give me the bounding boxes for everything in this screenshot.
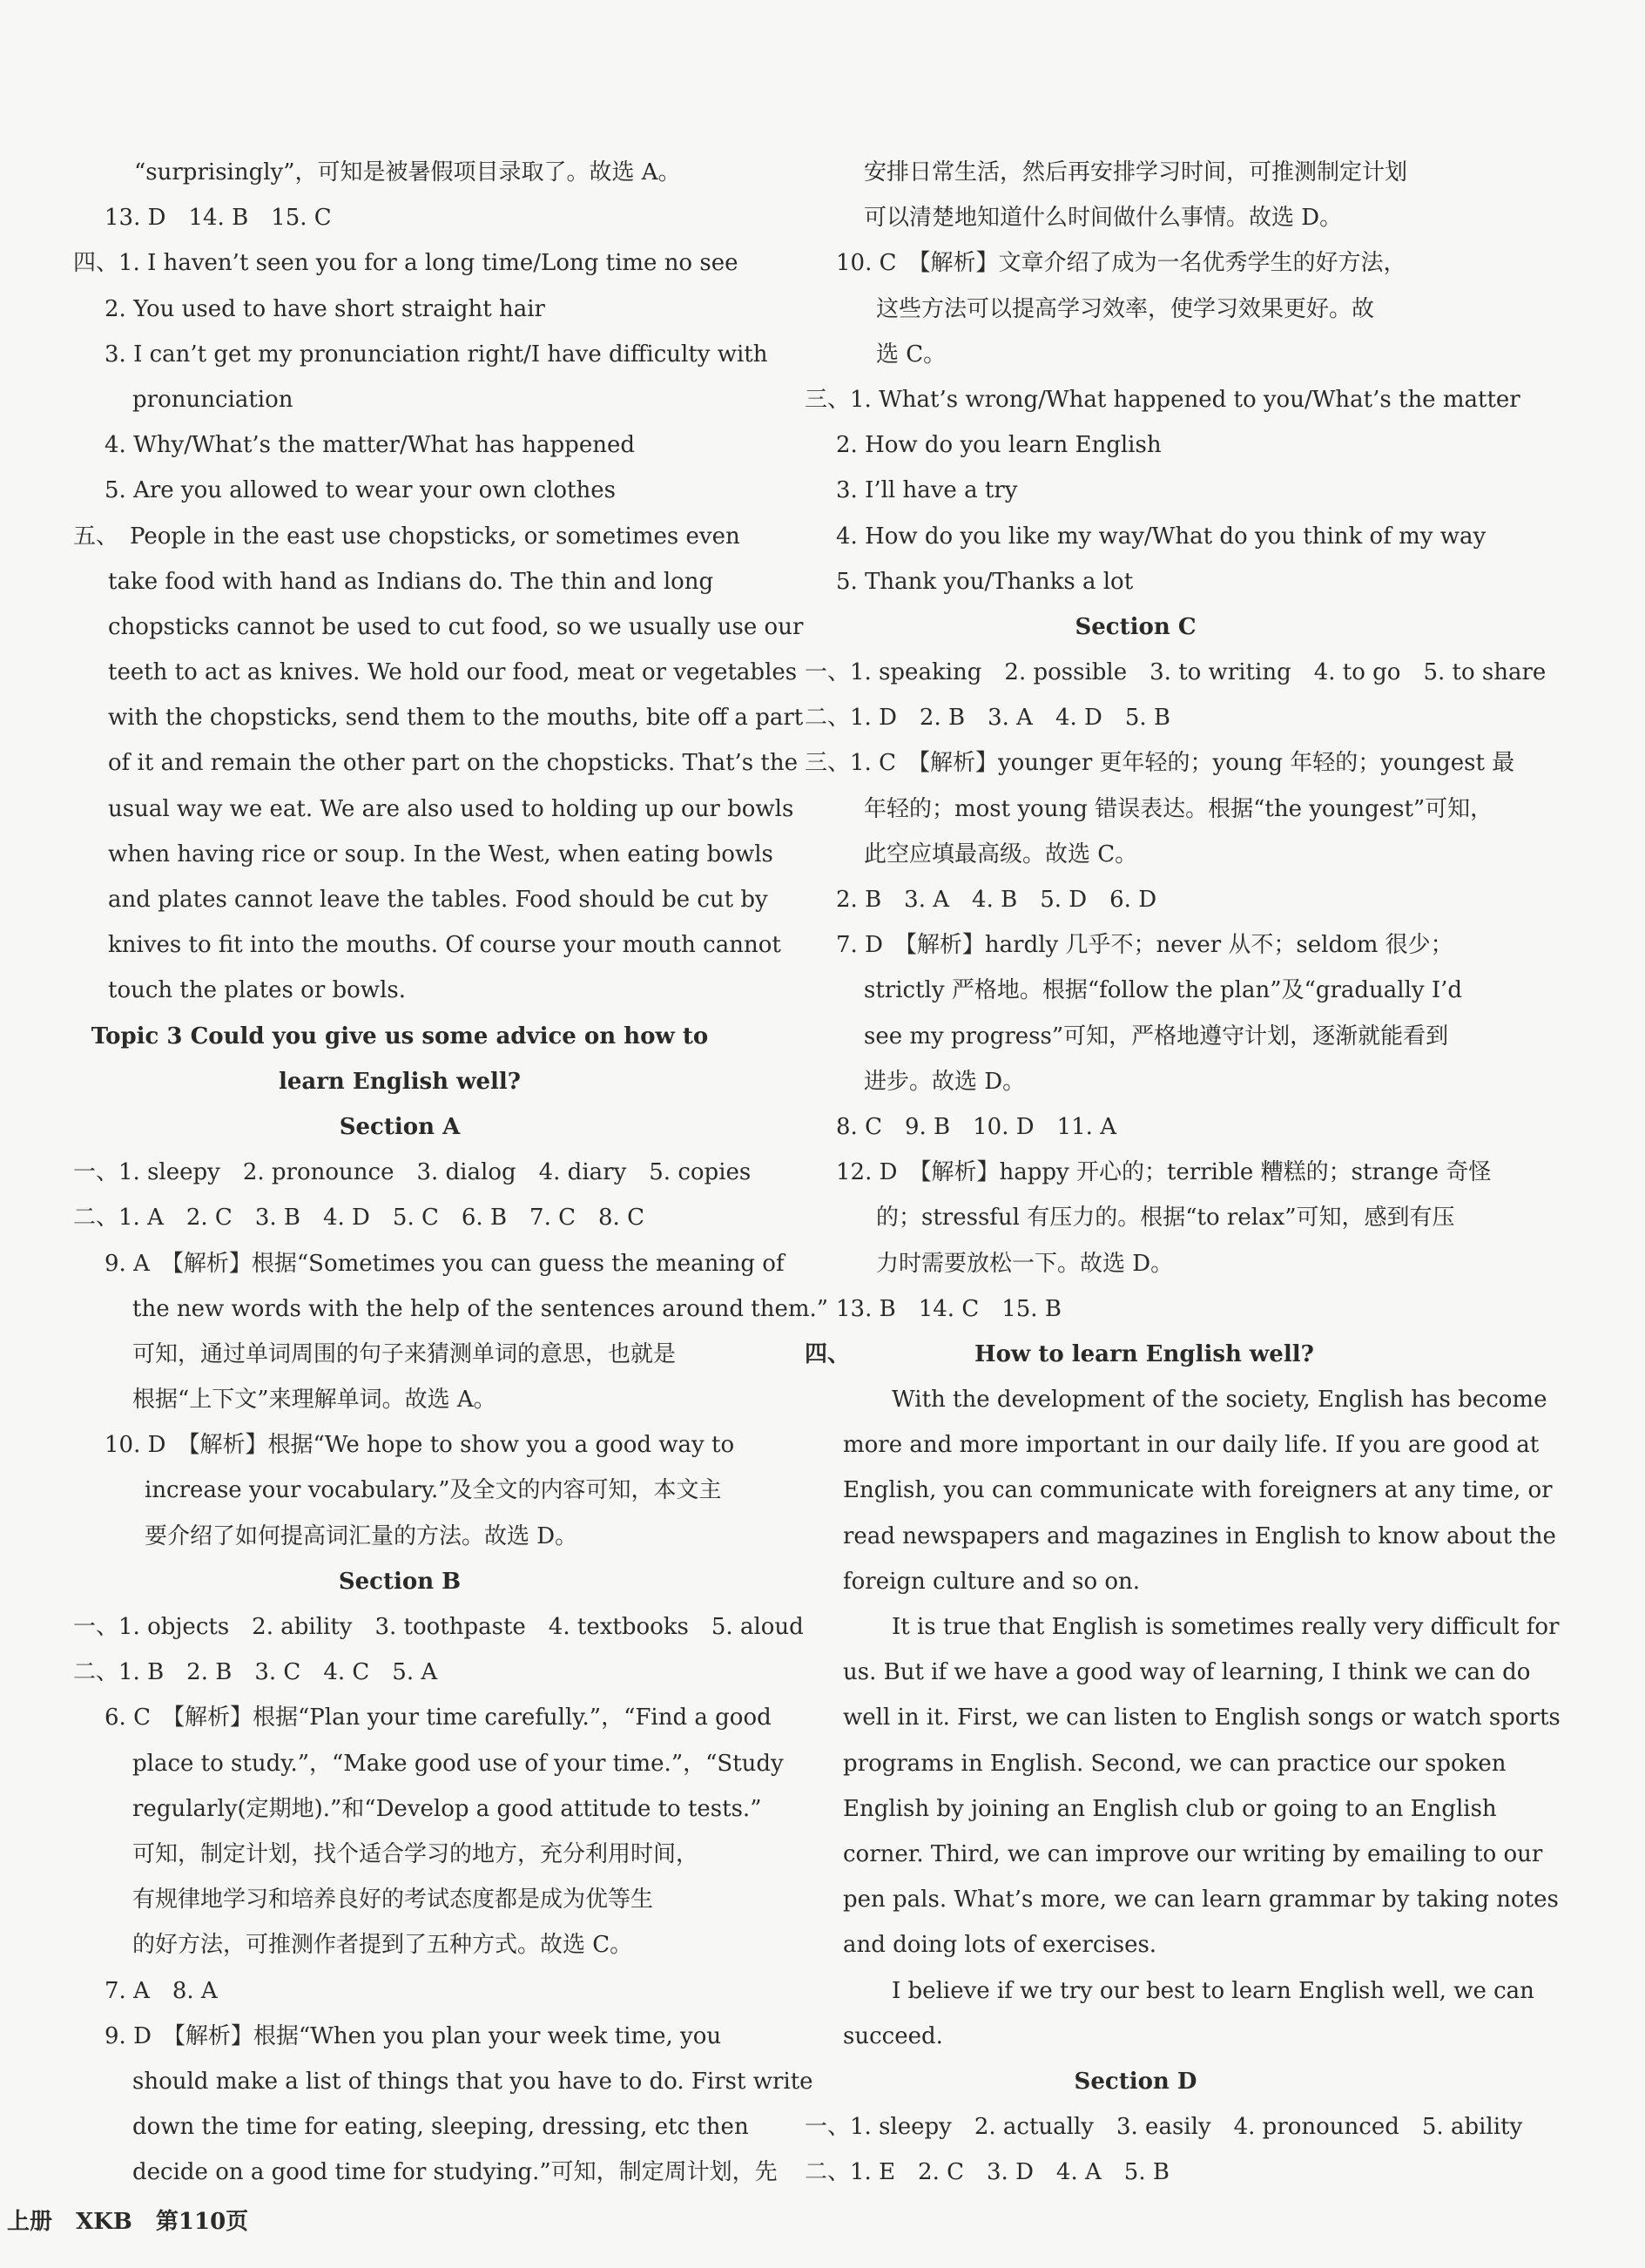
answer-line: and doing lots of exercises. (843, 1932, 1157, 1959)
answer-line: English by joining an English club or going to an English (843, 1795, 1497, 1822)
answer-line: 12. D 【解析】happy 开心的；terrible 糟糕的；strange 奇怪 (836, 1159, 1492, 1186)
answer-line: down the time for eating, sleeping, dressing, etc then (132, 2114, 749, 2141)
answer-line: 2. How do you learn English (836, 432, 1162, 459)
answer-line: see my progress”可知，严格地遵守计划，逐渐就能看到 (864, 1023, 1449, 1050)
answer-line: 10. D 【解析】根据“We hope to show you a good way to (104, 1432, 735, 1459)
answer-line: 可以清楚地知道什么时间做什么事情。故选 D。 (864, 205, 1343, 232)
section-heading: Section A (339, 1113, 461, 1140)
answer-line: decide on a good time for studying.”可知，制定周计划，先 (132, 2159, 778, 2186)
answer-line: more and more important in our daily life. If you are good at (843, 1432, 1540, 1459)
answer-line: 2. B 3. A 4. B 5. D 6. D (836, 887, 1157, 913)
answer-line: 力时需要放松一下。故选 D。 (876, 1250, 1174, 1277)
answer-line: 的；stressful 有压力的。根据“to relax”可知，感到有压 (876, 1205, 1455, 1232)
answer-line: 可知，制定计划，找个适合学习的地方，充分利用时间， (132, 1840, 699, 1867)
answer-line: 7. A 8. A (104, 1977, 218, 2004)
answer-line: It is true that English is sometimes really very difficult for (892, 1614, 1560, 1640)
answer-line: teeth to act as knives. We hold our food, meat or vegetables (108, 659, 798, 686)
answer-line: pronunciation (132, 386, 293, 413)
answer-line: foreign culture and so on. (843, 1568, 1141, 1595)
answer-line: 8. C 9. B 10. D 11. A (836, 1113, 1116, 1140)
answer-line: well in it. First, we can listen to English songs or watch sports (843, 1704, 1561, 1731)
answer-line: 13. B 14. C 15. B (836, 1295, 1062, 1322)
answer-line: 选 C。 (876, 341, 947, 368)
answer-line: with the chopsticks, send them to the mouths, bite off a part (108, 705, 804, 732)
answer-line: should make a list of things that you have to do. First write (132, 2068, 813, 2095)
answer-line: 13. D 14. B 15. C (104, 205, 332, 232)
answer-line: 三、1. What’s wrong/What happened to you/What’s the matter (805, 386, 1520, 413)
right-column (805, 150, 1561, 2195)
answer-line: 4. How do you like my way/What do you think of my way (836, 523, 1487, 550)
answer-line: I believe if we try our best to learn English well, we can (892, 1977, 1534, 2004)
answer-line: usual way we eat. We are also used to holding up our bowls (108, 795, 794, 822)
answer-line: 一、1. speaking 2. possible 3. to writing 4. to go 5. to share (805, 659, 1547, 686)
answer-line: 的好方法，可推测作者提到了五种方式。故选 C。 (132, 1932, 633, 1959)
answer-line: 三、1. C 【解析】younger 更年轻的；young 年轻的；youngest 最 (805, 750, 1515, 777)
answer-line: 10. C 【解析】文章介绍了成为一名优秀学生的好方法， (836, 250, 1406, 277)
answer-line: 4. Why/What’s the matter/What has happened (104, 432, 635, 459)
page-footer (7, 2204, 264, 2236)
section-heading: Section D (1074, 2068, 1197, 2095)
answer-line: English, you can communicate with foreigners at any time, or (843, 1477, 1553, 1504)
answer-line: 二、1. D 2. B 3. A 4. D 5. B (805, 705, 1171, 732)
answer-line: touch the plates or bowls. (108, 977, 406, 1004)
answer-line: 二、1. A 2. C 3. B 4. D 5. C 6. B 7. C 8. C (73, 1205, 644, 1232)
answer-line: and plates cannot leave the tables. Food should be cut by (108, 887, 768, 913)
answer-line: 一、1. objects 2. ability 3. toothpaste 4. textbooks 5. aloud (73, 1614, 804, 1640)
answer-line: when having rice or soup. In the West, when eating bowls (108, 840, 773, 867)
answer-line: “surprisingly”，可知是被暑假项目录取了。故选 A。 (134, 159, 681, 186)
answer-line: read newspapers and magazines in English to know about the (843, 1522, 1556, 1549)
answer-line: 安排日常生活，然后再安排学习时间，可推测制定计划 (864, 159, 1408, 186)
answer-line: regularly(定期地).”和“Develop a good attitude to tests.” (132, 1795, 762, 1822)
answer-line: us. But if we have a good way of learning, I think we can do (843, 1659, 1531, 1686)
answer-line: 五、 People in the east use chopsticks, or sometimes even (73, 523, 740, 550)
answer-line: 9. A 【解析】根据“Sometimes you can guess the meaning of (104, 1250, 785, 1277)
answer-line: 3. I can’t get my pronunciation right/I have difficulty with (104, 341, 768, 368)
answer-line: 有规律地学习和培养良好的考试态度都是成为优等生 (132, 1887, 654, 1914)
answer-line: 9. D 【解析】根据“When you plan your week time, you (104, 2022, 722, 2049)
section-heading: Topic 3 Could you give us some advice on how to (91, 1023, 709, 1050)
section-heading: Section B (338, 1568, 462, 1595)
answer-line: pen pals. What’s more, we can learn grammar by taking notes (843, 1887, 1559, 1914)
answer-line: take food with hand as Indians do. The thin and long (108, 568, 714, 595)
answer-line: corner. Third, we can improve our writing by emailing to our (843, 1840, 1543, 1867)
footer-page-number: 第110页 (155, 2209, 249, 2235)
answer-line: With the development of the society, English has become (892, 1387, 1547, 1414)
answer-line: succeed. (843, 2022, 943, 2049)
answer-line: place to study.”，“Make good use of your time.”，“Study (132, 1750, 784, 1777)
answer-line: 根据“上下文”来理解单词。故选 A。 (132, 1387, 496, 1414)
answer-line: 二、1. B 2. B 3. C 4. C 5. A (73, 1659, 438, 1686)
answer-line: 四、 How to learn English well? (805, 1340, 1314, 1367)
answer-line: 这些方法可以提高学习效率，使学习效果更好。故 (876, 295, 1375, 322)
answer-line: increase your vocabulary.”及全文的内容可知，本文主 (145, 1477, 722, 1504)
answer-line: 年轻的；most young 错误表达。根据“the youngest”可知， (864, 795, 1493, 822)
answer-line: 7. D 【解析】hardly 几乎不；never 从不；seldom 很少； (836, 932, 1453, 959)
answer-line: programs in English. Second, we can practice our spoken (843, 1750, 1507, 1777)
left-column (73, 150, 829, 2195)
answer-line: 此空应填最高级。故选 C。 (864, 840, 1138, 867)
answer-line: 6. C 【解析】根据“Plan your time carefully.”，“Find a good (104, 1704, 772, 1731)
answer-line: 要介绍了如何提高词汇量的方法。故选 D。 (145, 1522, 578, 1549)
answer-line: 2. You used to have short straight hair (104, 295, 545, 322)
answer-line: 二、1. E 2. C 3. D 4. A 5. B (805, 2159, 1170, 2186)
section-heading: Section C (1075, 613, 1197, 640)
answer-line: 3. I’ll have a try (836, 477, 1018, 504)
answer-line: 一、1. sleepy 2. pronounce 3. dialog 4. diary 5. copies (73, 1159, 752, 1186)
section-heading: learn English well? (278, 1068, 522, 1095)
answer-line: 可知，通过单词周围的句子来猜测单词的意思，也就是 (132, 1340, 677, 1367)
footer-code: XKB (76, 2209, 132, 2235)
answer-line: 一、1. sleepy 2. actually 3. easily 4. pronounced 5. ability (805, 2114, 1523, 2141)
footer-volume: 上册 (7, 2209, 53, 2235)
answer-line: chopsticks cannot be used to cut food, so we usually use our (108, 613, 804, 640)
answer-line: the new words with the help of the sentences around them.” (132, 1295, 829, 1322)
answer-line: 5. Thank you/Thanks a lot (836, 568, 1134, 595)
answer-line: of it and remain the other part on the chopsticks. That’s the (108, 750, 798, 777)
answer-line: strictly 严格地。根据“follow the plan”及“gradually I’d (864, 977, 1463, 1004)
answer-line: 四、1. I haven’t seen you for a long time/Long time no see (73, 250, 738, 277)
answer-line: 进步。故选 D。 (864, 1068, 1026, 1095)
answer-line: knives to fit into the mouths. Of course your mouth cannot (108, 932, 781, 959)
answer-line: 5. Are you allowed to wear your own clothes (104, 477, 616, 504)
